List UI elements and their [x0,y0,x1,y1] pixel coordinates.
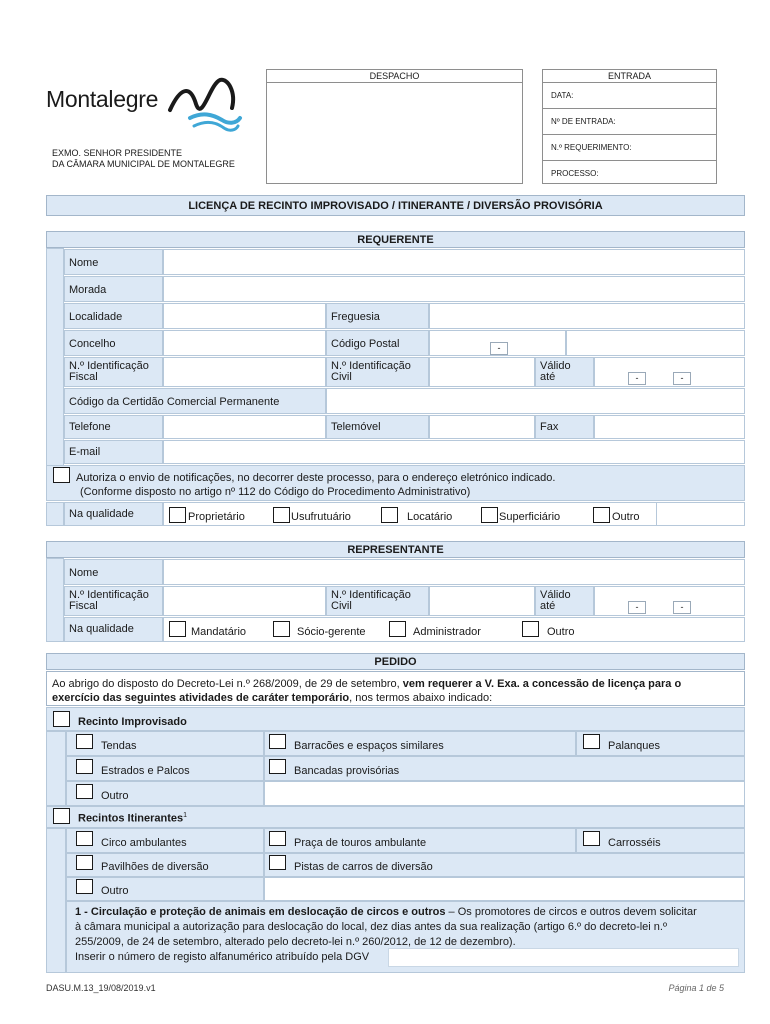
requerente-codigo-postal-input-2[interactable] [566,330,745,356]
requerente-telemovel-label: Telemóvel [331,421,381,433]
autoriza-text-line1: Autoriza o envio de notificações, no decorrer deste processo, para o endereço eletrónico indicado. [76,472,556,484]
estrados-label: Estrados e Palcos [101,765,190,777]
locatario-label: Locatário [407,511,453,523]
representante-nome-label: Nome [69,567,99,579]
requerente-morada-input[interactable] [163,276,745,302]
outro-requerente-label: Outro [612,511,640,523]
usufrutuario-checkbox[interactable] [273,507,290,523]
superficiario-checkbox[interactable] [481,507,498,523]
locatario-checkbox[interactable] [381,507,398,523]
representante-valido-label-cell [535,586,594,616]
improvisado-row1-col3 [576,731,745,756]
animais-note-line3: 255/2009, de 24 de setembro, alterado pelo decreto-lei n.º 260/2012, de 12 de dezembro). [75,936,516,948]
entrada-numero[interactable] [543,109,716,135]
requerente-qualidade-label: Na qualidade [69,508,134,520]
entrada-requerimento[interactable] [543,135,716,161]
rep-valido-separator-1: - [628,601,646,614]
improvisado-left-strip [46,731,66,806]
representante-nif-label: N.º Identificação Fiscal [69,589,149,612]
animais-note-line4: Inserir o número de registo alfanumérico atribuído pela DGV [75,951,370,963]
requerente-telefone-input[interactable] [163,415,326,439]
administrador-checkbox[interactable] [389,621,406,637]
entrada-processo-label: PROCESSO: [551,169,599,178]
requerente-nic-label-cell [326,357,429,387]
mandatario-checkbox[interactable] [169,621,186,637]
administrador-label: Administrador [413,626,481,638]
requerente-valido-input[interactable] [594,357,745,387]
requerente-email-label-cell [64,440,163,464]
dgv-registo-input[interactable] [388,948,739,967]
mandatario-label: Mandatário [191,626,247,638]
outro-improvisado-input[interactable] [264,781,745,806]
logo-text: Montalegre [46,86,159,112]
itinerantes-left-strip [46,828,66,973]
requerente-morada-label-cell [64,276,163,302]
requerente-nif-label: N.º Identificação Fiscal [69,360,149,383]
entrada-title: ENTRADA [543,70,716,83]
requerente-nif-input[interactable] [163,357,326,387]
proprietario-checkbox[interactable] [169,507,186,523]
representante-nif-label-cell [64,586,163,616]
representante-qualidade-label-cell [64,617,163,642]
representante-nic-label-cell [326,586,429,616]
pedido-intro-bold1: vem requerer a V. Exa. a concessão de licença para o [402,678,682,690]
requerente-localidade-input[interactable] [163,303,326,329]
praca-touros-label: Praça de touros ambulante [294,837,427,849]
rep-valido-separator-2: - [673,601,691,614]
requerente-email-input[interactable] [163,440,745,464]
estrados-checkbox[interactable] [76,759,93,774]
requerente-codigo-postal-label-cell [326,330,429,356]
requerente-nome-label: Nome [69,257,99,269]
valido-separator-2: - [673,372,691,385]
palanques-label: Palanques [608,740,660,752]
requerente-morada-label: Morada [69,284,107,296]
form-title: LICENÇA DE RECINTO IMPROVISADO / ITINERANTE / DIVERSÃO PROVISÓRIA [46,195,745,216]
outro-requerente-input[interactable] [656,503,744,525]
pedido-intro-plain1: Ao abrigo do disposto do Decreto-Lei n.º 268/2009, de 29 de setembro, [52,678,403,690]
requerente-telefone-label-cell [64,415,163,439]
pedido-intro-bold2: exercício das seguintes atividades de caráter temporário [52,692,350,704]
requerente-codigo-postal-input-1[interactable] [429,330,566,356]
representante-left-strip [46,558,64,642]
praca-touros-checkbox[interactable] [269,831,286,846]
entrada-box [542,69,717,184]
requerente-email-label: E-mail [69,446,101,458]
requerente-valido-label-cell [535,357,594,387]
improvisado-checkbox[interactable] [53,711,70,727]
requerente-freguesia-input[interactable] [429,303,745,329]
requerente-nome-input[interactable] [163,249,745,275]
animais-note-bold: 1 - Circulação e proteção de animais em deslocação de circos e outros [75,906,446,918]
autoriza-text-line2: (Conforme disposto no artigo nº 112 do Código do Procedimento Administrativo) [80,486,471,498]
requerente-concelho-input[interactable] [163,330,326,356]
footer-page: Página 1 de 5 [668,983,724,993]
autoriza-checkbox[interactable] [53,467,70,483]
carrosseis-checkbox[interactable] [583,831,600,846]
addressee-line2: DA CÂMARA MUNICIPAL DE MONTALEGRE [52,159,235,169]
outro-representante-label: Outro [547,626,575,638]
outro-itinerantes-label: Outro [101,885,129,897]
socio-gerente-label: Sócio-gerente [297,626,366,638]
outro-improvisado-label: Outro [101,790,129,802]
requerente-nic-label: N.º Identificação Civil [331,360,411,383]
despacho-title: DESPACHO [267,70,522,83]
animais-note-line1 [75,905,744,920]
logo [46,74,246,134]
barracoes-label: Barracões e espaços similares [294,740,444,752]
requerente-fax-input[interactable] [594,415,745,439]
entrada-numero-label: Nº DE ENTRADA: [551,117,616,126]
requerente-qualidade-label-cell [64,502,163,526]
outro-representante-checkbox[interactable] [522,621,539,637]
outro-itinerantes-checkbox[interactable] [76,879,93,894]
requerente-title: REQUERENTE [46,231,745,248]
circo-checkbox[interactable] [76,831,93,846]
requerente-freguesia-label: Freguesia [331,311,380,323]
itinerantes-title [78,812,187,825]
improvisado-title: Recinto Improvisado [78,716,187,728]
pistas-checkbox[interactable] [269,855,286,870]
bancadas-label: Bancadas provisórias [294,765,400,777]
entrada-data[interactable] [543,83,716,109]
representante-valido-input[interactable] [594,586,745,616]
despacho-area[interactable] [267,83,522,183]
requerente-freguesia-label-cell [326,303,429,329]
entrada-data-label: DATA: [551,91,574,100]
tendas-checkbox[interactable] [76,734,93,749]
circo-label: Circo ambulantes [101,837,187,849]
requerente-concelho-label: Concelho [69,338,116,350]
requerente-concelho-label-cell [64,330,163,356]
outro-requerente-checkbox[interactable] [593,507,610,523]
valido-separator-1: - [628,372,646,385]
socio-gerente-checkbox[interactable] [273,621,290,637]
requerente-localidade-label: Localidade [69,311,123,323]
representante-nic-label: N.º Identificação Civil [331,589,411,612]
requerente-left-strip [46,248,64,468]
pavilhoes-checkbox[interactable] [76,855,93,870]
pedido-intro-plain2: , nos termos abaixo indicado: [349,692,493,704]
proprietario-label: Proprietário [188,511,245,523]
tendas-label: Tendas [101,740,137,752]
requerente-codigo-postal-label: Código Postal [331,338,400,350]
requerente-valido-label: Válido até [540,360,571,383]
pedido-intro [46,671,745,706]
representante-nic-input[interactable] [429,586,535,616]
requerente-nome-label-cell [64,249,163,275]
requerente-nic-input[interactable] [429,357,535,387]
animais-note-line2: à câmara municipal a autorização para deslocação do local, dez dias antes da sua realização (artigo 6.º do decreto-lei n.º [75,921,667,933]
requerente-telefone-label: Telefone [69,421,111,433]
bancadas-checkbox[interactable] [269,759,286,774]
postal-separator: - [490,342,508,355]
barracoes-checkbox[interactable] [269,734,286,749]
requerente-localidade-label-cell [64,303,163,329]
representante-qualidade-label: Na qualidade [69,623,134,635]
addressee-line1: EXMO. SENHOR PRESIDENTE [52,148,183,158]
outro-improvisado-checkbox[interactable] [76,784,93,799]
carrosseis-label: Carrosséis [608,837,661,849]
itinerantes-row3-col1 [66,877,264,901]
usufrutuario-label: Usufrutuário [291,511,351,523]
requerente-nif-label-cell [64,357,163,387]
pavilhoes-label: Pavilhões de diversão [101,861,209,873]
requerente-fax-label: Fax [540,421,559,433]
despacho-box [266,69,523,184]
requerente-telemovel-label-cell [326,415,429,439]
improvisado-row3-col1 [66,781,264,806]
entrada-requerimento-label: N.º REQUERIMENTO: [551,143,632,152]
representante-valido-label: Válido até [540,589,571,612]
palanques-checkbox[interactable] [583,734,600,749]
requerente-certidao-input[interactable] [326,388,745,414]
outro-itinerantes-input[interactable] [264,877,745,901]
requerente-telemovel-input[interactable] [429,415,535,439]
logo-wave-icon [166,74,246,134]
requerente-fax-label-cell [535,415,594,439]
entrada-processo[interactable] [543,161,716,186]
representante-nome-input[interactable] [163,559,745,585]
footer-code: DASU.M.13_19/08/2019.v1 [46,983,156,993]
itinerantes-footnote-mark: 1 [183,812,188,819]
representante-title: REPRESENTANTE [46,541,745,558]
improvisado-row1-col1 [66,731,264,756]
requerente-certidao-label-cell [64,388,326,414]
requerente-certidao-label: Código da Certidão Comercial Permanente [69,396,280,408]
animais-note-line1-text: – Os promotores de circos e outros devem solicitar [445,906,697,918]
requerente-qualidade-strip [46,502,64,526]
itinerantes-title-text: Recintos Itinerantes [78,812,184,825]
itinerantes-checkbox[interactable] [53,808,70,824]
pedido-title: PEDIDO [46,653,745,670]
representante-nome-label-cell [64,559,163,585]
representante-nif-input[interactable] [163,586,326,616]
pistas-label: Pistas de carros de diversão [294,861,433,873]
superficiario-label: Superficiário [499,511,561,523]
